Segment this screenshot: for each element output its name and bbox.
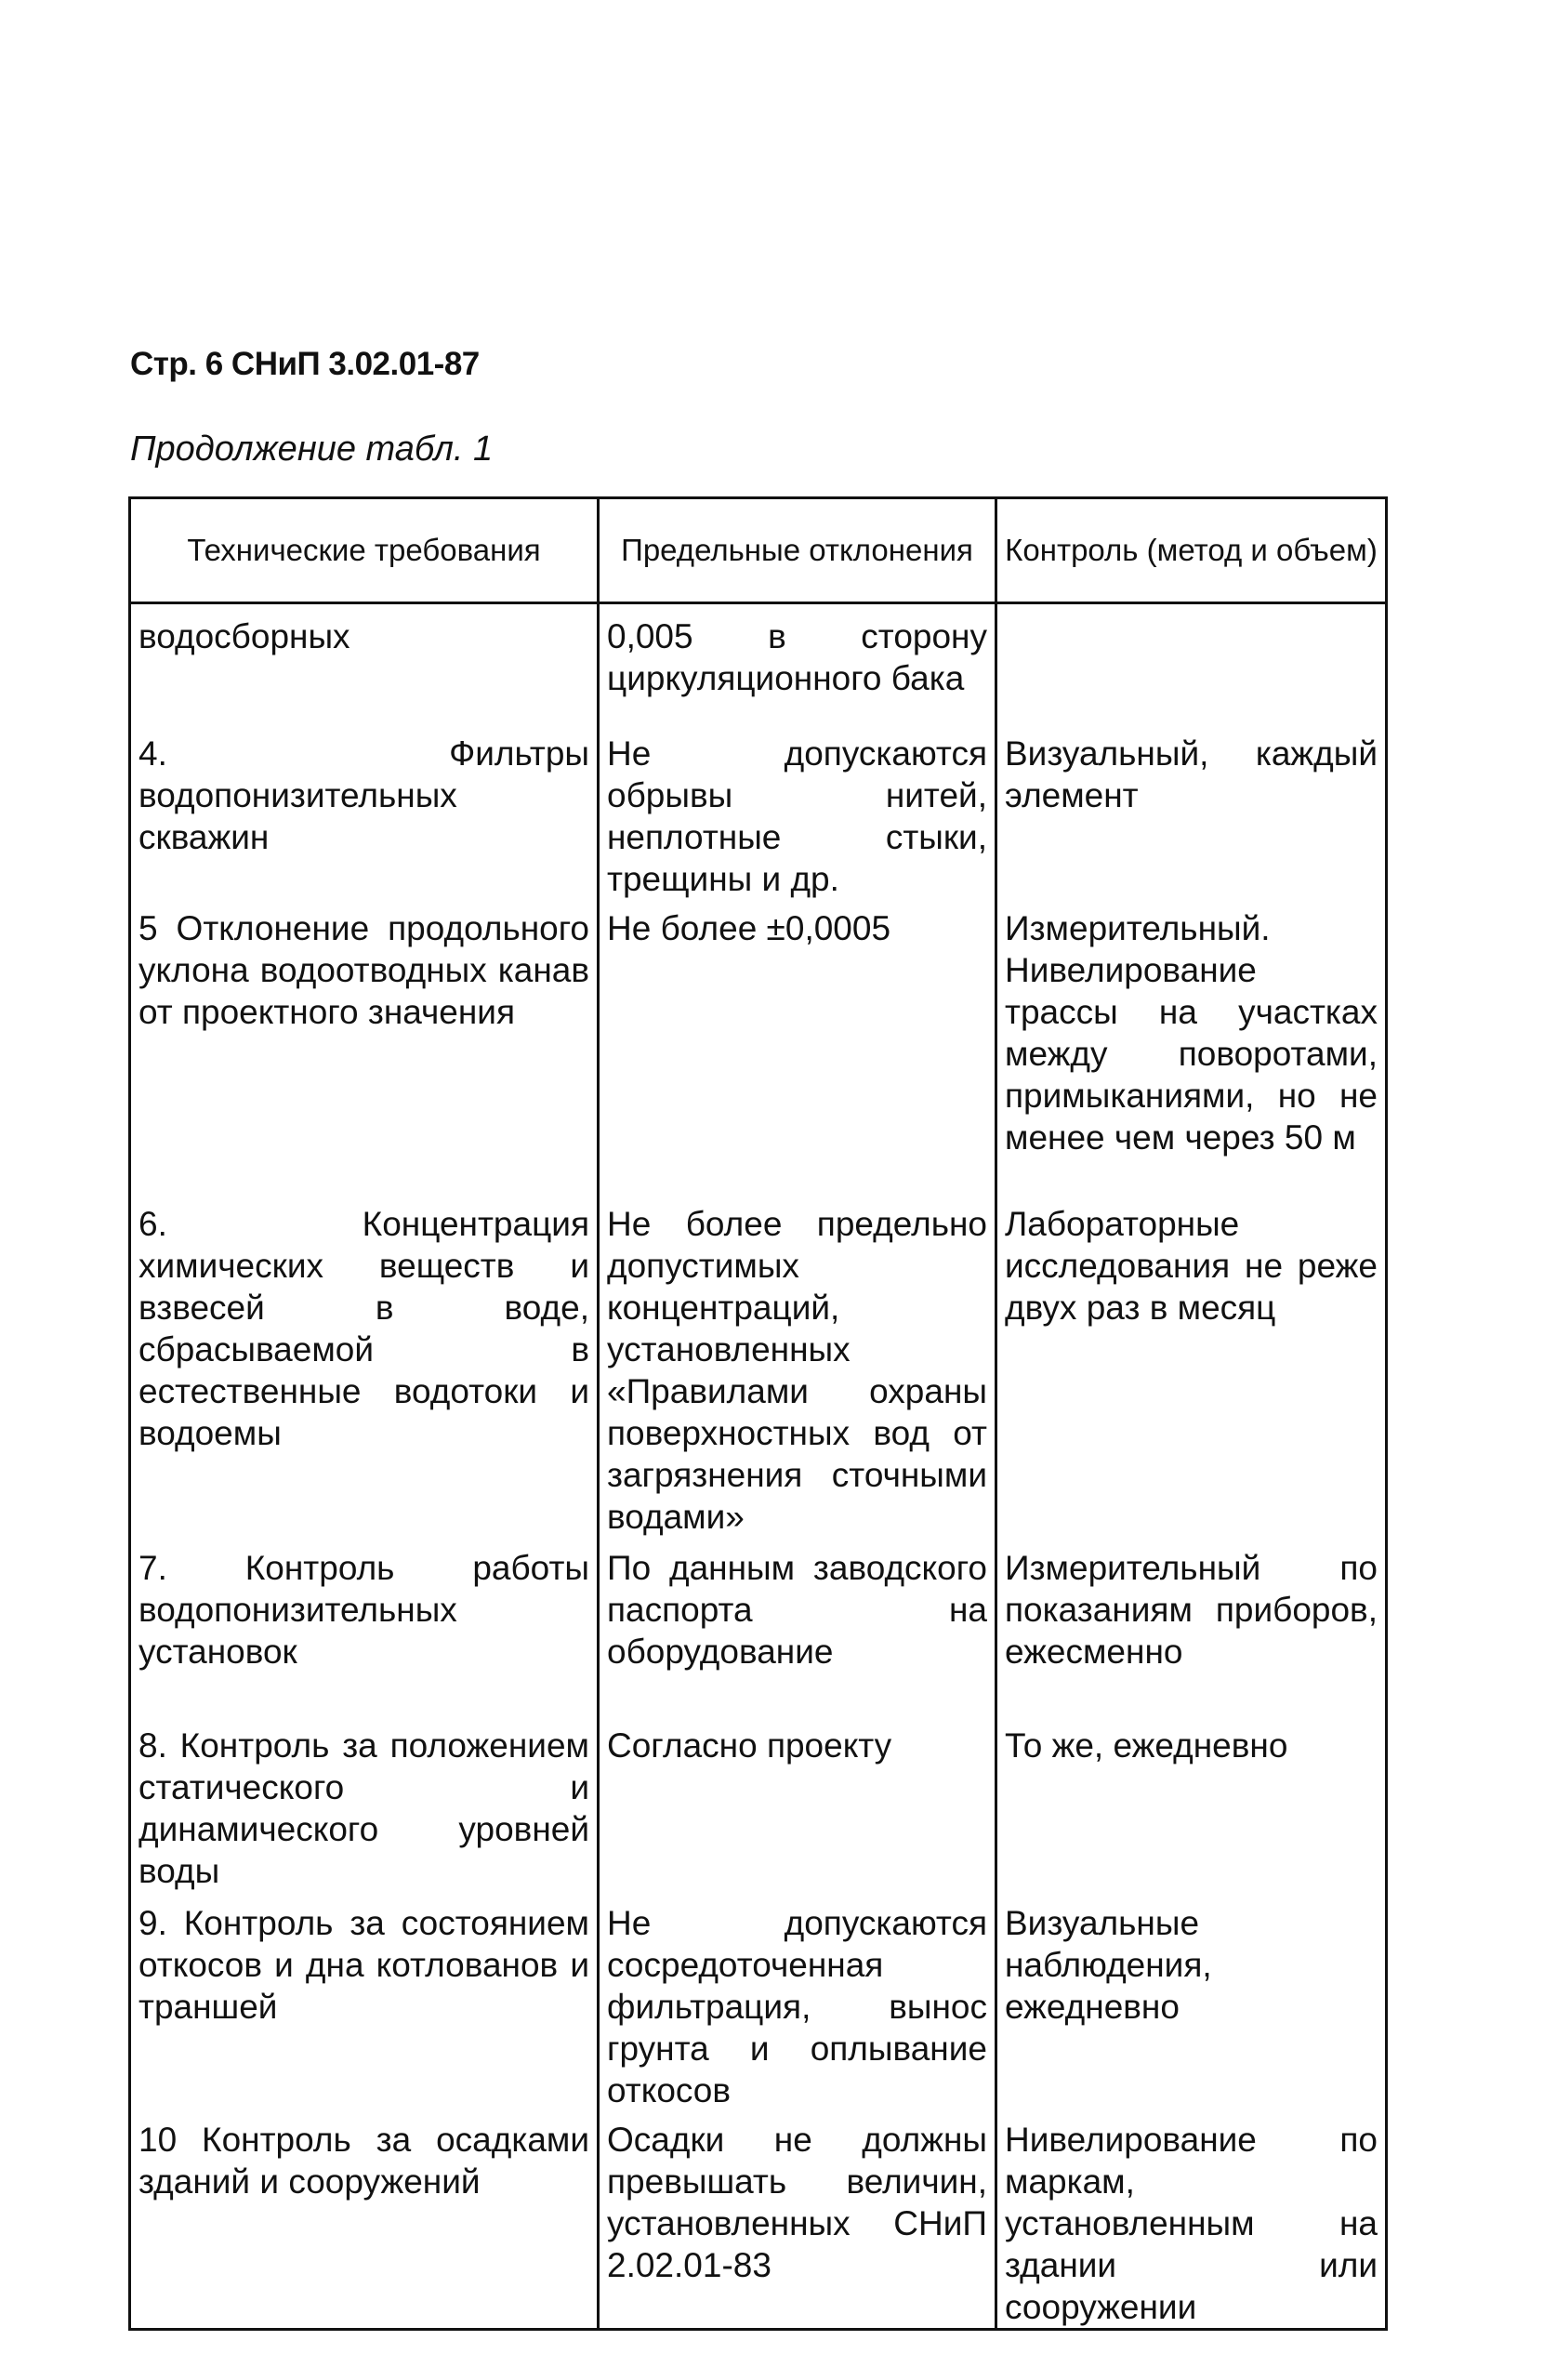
header-control-method: Контроль (метод и объем) (996, 498, 1387, 603)
table-row (130, 1717, 1387, 1895)
table-row (130, 2111, 1387, 2330)
deviation-cell: Не более предельно допустимых концентраций, установленных «Правилами охраны поверхностных вод от загрязнения сточными водами» (599, 1196, 996, 1540)
table-row (130, 900, 1387, 1196)
deviation-cell: По данным заводского паспорта на оборудование (599, 1540, 996, 1717)
control-cell: Измерительный по показаниям приборов, ежесменно (996, 1540, 1387, 1717)
requirement-cell: 9. Контроль за состоянием откосов и дна котлованов и траншей (130, 1895, 599, 2111)
table-row (130, 603, 1387, 726)
table-row (130, 1540, 1387, 1717)
table-row (130, 1196, 1387, 1540)
requirement-cell: 5 Отклонение продольного уклона водоотводных канав от проектного значения (130, 900, 599, 1196)
control-cell: Измерительный. Нивелирование трассы на участках между поворотами, примыканиями, но не менее чем через 50 м (996, 900, 1387, 1196)
requirement-cell: 10 Контроль за осадками зданий и сооружений (130, 2111, 599, 2330)
requirements-table (128, 496, 1388, 2331)
deviation-cell: 0,005 в сторону циркуляционного бака (599, 603, 996, 726)
page-header: Стр. 6 СНиП 3.02.01-87 (130, 346, 480, 382)
deviation-cell: Не более ±0,0005 (599, 900, 996, 1196)
control-cell: Лабораторные исследования не реже двух раз в месяц (996, 1196, 1387, 1540)
header-limit-deviations: Предельные отклонения (599, 498, 996, 603)
deviation-cell: Не допускаются обрывы нитей, неплотные стыки, трещины и др. (599, 725, 996, 900)
control-cell: Визуальные наблюдения, ежедневно (996, 1895, 1387, 2111)
control-cell: То же, ежедневно (996, 1717, 1387, 1895)
requirement-cell: 6. Концентрация химических веществ и взвесей в воде, сбрасываемой в естественные водотоки и водоемы (130, 1196, 599, 1540)
requirement-cell: водосборных (130, 603, 599, 726)
control-cell (996, 603, 1387, 726)
control-cell: Нивелирование по маркам, установленным на здании или сооружении (996, 2111, 1387, 2330)
table-header-row (130, 498, 1387, 603)
requirement-cell: 7. Контроль работы водопонизительных установок (130, 1540, 599, 1717)
table-caption: Продолжение табл. 1 (130, 430, 494, 469)
requirement-cell: 8. Контроль за положением статического и динамического уровней воды (130, 1717, 599, 1895)
deviation-cell: Осадки не должны превышать величин, установленных СНиП 2.02.01-83 (599, 2111, 996, 2330)
control-cell: Визуальный, каждый элемент (996, 725, 1387, 900)
table-row (130, 1895, 1387, 2111)
deviation-cell: Согласно проекту (599, 1717, 996, 1895)
header-technical-requirements: Технические требования (130, 498, 599, 603)
requirement-cell: 4. Фильтры водопонизительных скважин (130, 725, 599, 900)
deviation-cell: Не допускаются сосредоточенная фильтрация, вынос грунта и оплывание откосов (599, 1895, 996, 2111)
table-row (130, 725, 1387, 900)
